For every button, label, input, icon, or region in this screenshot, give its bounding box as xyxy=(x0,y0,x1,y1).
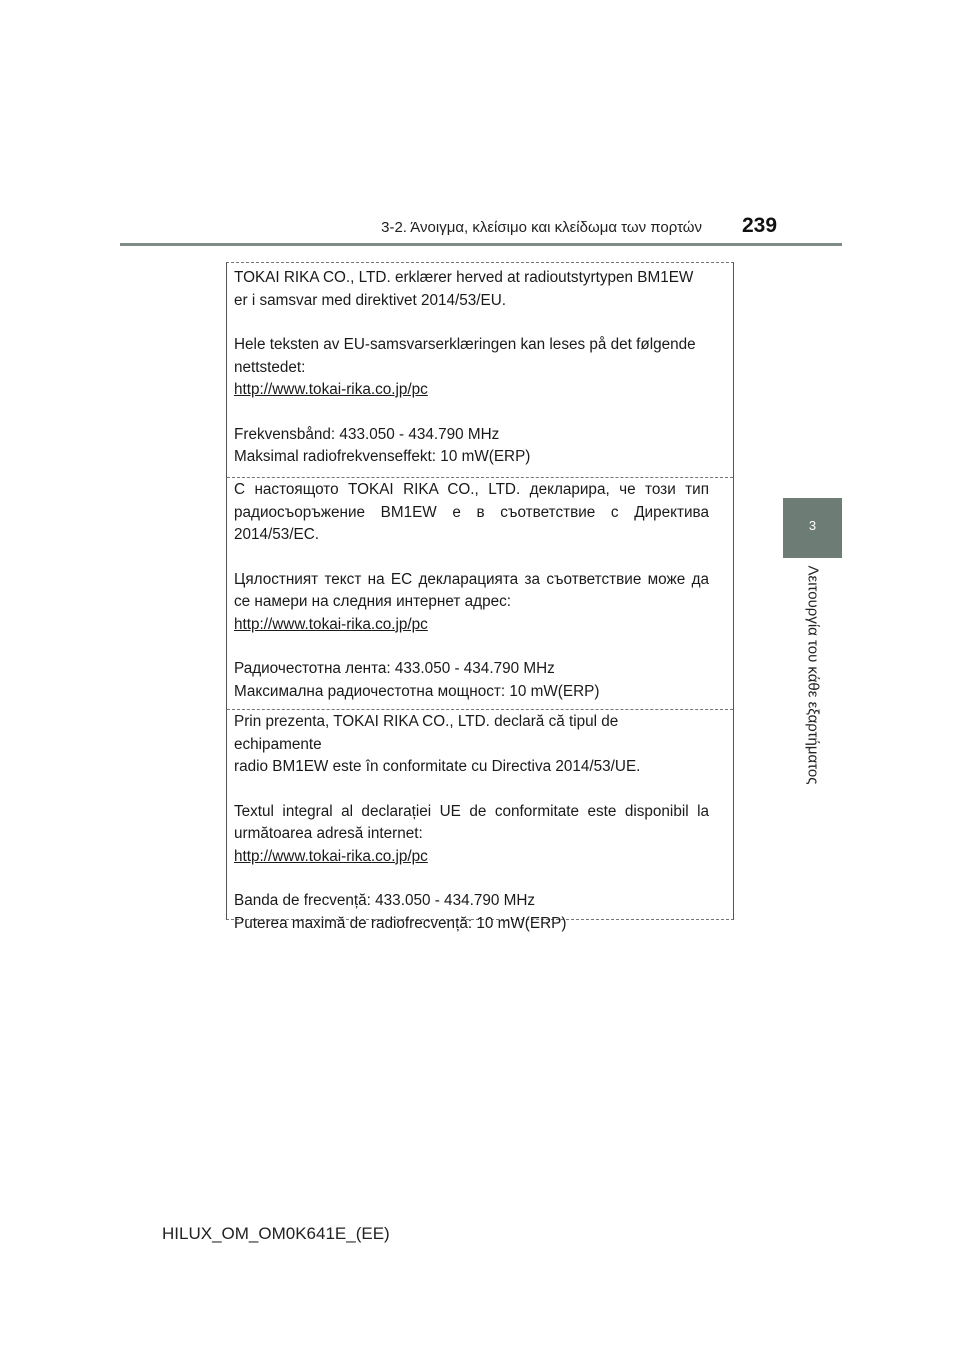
max-power: Puterea maximă de radiofrecvență: 10 mW(ERP) xyxy=(234,914,567,932)
max-power: Максимална радиочестотна мощност: 10 mW(ERP) xyxy=(234,682,600,700)
declaration-text: nettstedet: xyxy=(234,358,306,376)
declaration-text: се намери на следния интернет адрес: xyxy=(234,593,511,610)
document-code: HILUX_OM_OM0K641E_(EE) xyxy=(162,1224,390,1243)
declaration-norwegian xyxy=(227,267,733,469)
declaration-text: Hele teksten av EU-samsvarserklæringen kan leses på det følgende xyxy=(234,336,696,353)
frequency-band: Радиочестотна лента: 433.050 - 434.790 MHz xyxy=(234,660,555,677)
declaration-text: радиосъоръжение BM1EW е в съответствие с Директива xyxy=(234,503,709,521)
section-divider xyxy=(227,477,733,478)
chapter-tab-number: 3 xyxy=(808,518,817,533)
max-power: Maksimal radiofrekvenseffekt: 10 mW(ERP) xyxy=(234,448,531,465)
declaration-link[interactable]: http://www.tokai-rika.co.jp/pc xyxy=(234,615,428,633)
declaration-bulgarian xyxy=(227,479,733,703)
declaration-text: TOKAI RIKA CO., LTD. erklærer herved at radioutstyrtypen BM1EW xyxy=(234,269,694,286)
declaration-frame xyxy=(226,262,734,932)
chapter-side-label: Λειτουργία του κάθε εξαρτήματος xyxy=(804,565,822,785)
declaration-link[interactable]: http://www.tokai-rika.co.jp/pc xyxy=(234,381,428,398)
declaration-text: Prin prezenta, TOKAI RIKA CO., LTD. declară că tipul de echipamente xyxy=(234,713,619,753)
frequency-band: Banda de frecvență: 433.050 - 434.790 MHz xyxy=(234,892,536,909)
declaration-text: Цялостният текст на ЕС декларацията за съответствие може да xyxy=(234,570,709,588)
declaration-text: radio BM1EW este în conformitate cu Directiva 2014/53/UE. xyxy=(234,758,641,775)
declaration-romanian xyxy=(227,711,733,935)
declaration-text: Textul integral al declarației UE de conformitate este disponibil la xyxy=(234,802,709,820)
frequency-band: Frekvensbånd: 433.050 - 434.790 MHz xyxy=(234,425,500,443)
declaration-text: următoarea adresă internet: xyxy=(234,825,423,842)
section-title: 3-2. Άνοιγμα, κλείσιμο και κλείδωμα των πορτών xyxy=(381,219,702,236)
page-number: 239 xyxy=(742,214,778,237)
declaration-link[interactable]: http://www.tokai-rika.co.jp/pc xyxy=(234,847,428,865)
declaration-text: С настоящото TOKAI RIKA CO., LTD. декларира, че този тип xyxy=(234,481,709,498)
declaration-text: er i samsvar med direktivet 2014/53/EU. xyxy=(234,291,507,309)
header-rule xyxy=(120,243,842,246)
chapter-tab xyxy=(783,498,842,558)
declaration-text: 2014/53/ЕС. xyxy=(234,526,320,543)
section-divider xyxy=(227,709,733,710)
